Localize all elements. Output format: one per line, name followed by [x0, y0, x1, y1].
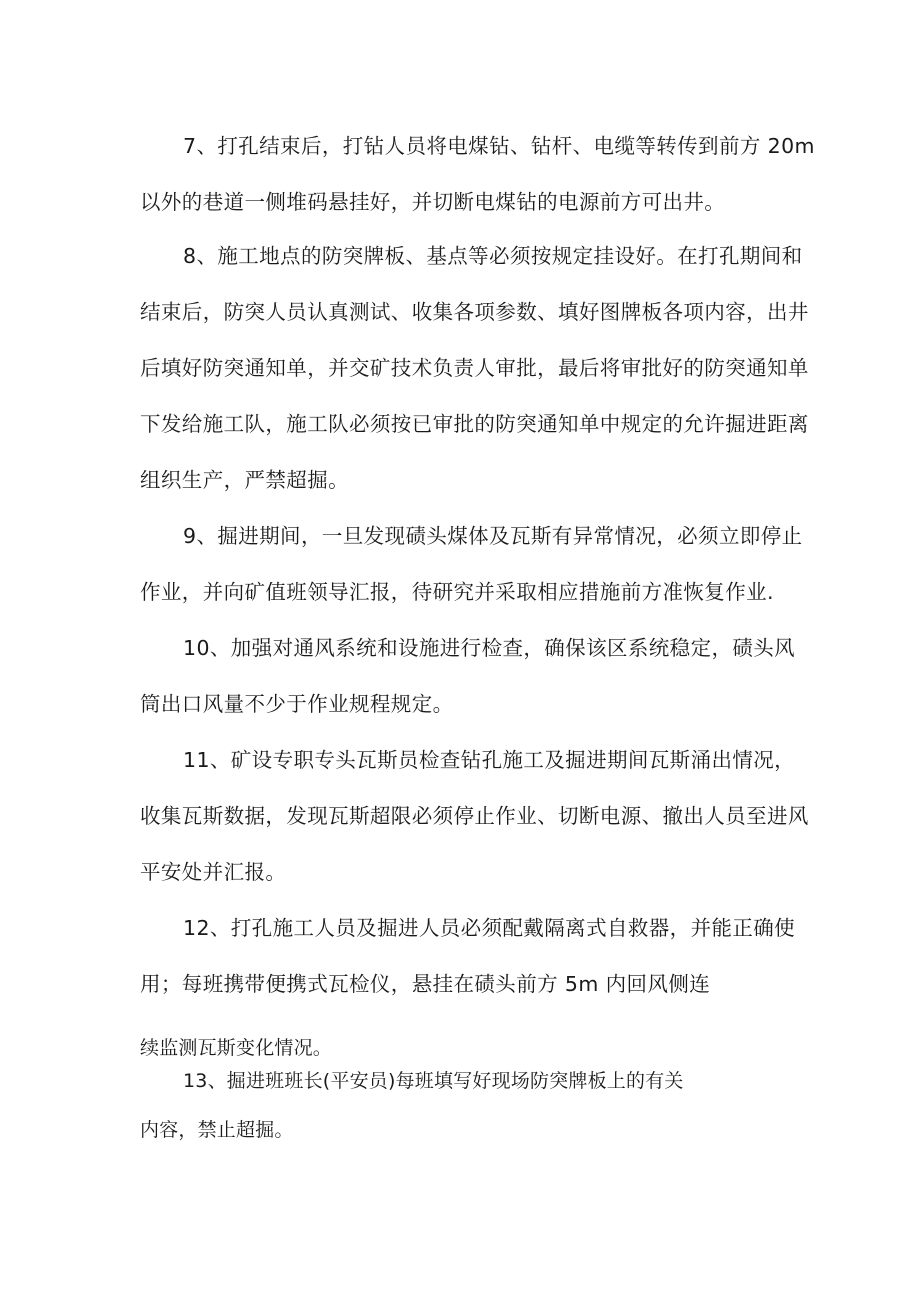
paragraph-13-line-2: 内容，禁止超掘。	[140, 1119, 294, 1141]
paragraph-9-line-1: 9、掘进期间，一旦发现碛头煤体及瓦斯有异常情况，必须立即停止	[183, 524, 803, 548]
paragraph-11-line-3: 平安处并汇报。	[140, 860, 287, 884]
paragraph-11-line-2: 收集瓦斯数据，发现瓦斯超限必须停止作业、切断电源、撤出人员至进风	[140, 804, 809, 828]
paragraph-7-line-1: 7、打孔结束后，打钻人员将电煤钻、钻杆、电缆等转传到前方 20m	[183, 134, 815, 158]
paragraph-8-line-3: 后填好防突通知单，并交矿技术负责人审批，最后将审批好的防突通知单	[140, 356, 809, 380]
paragraph-13-line-1: 13、掘进班班长(平安员)每班填写好现场防突牌板上的有关	[183, 1070, 684, 1092]
paragraph-8-line-1: 8、施工地点的防突牌板、基点等必须按规定挂设好。在打孔期间和	[183, 244, 803, 268]
paragraph-8-line-5: 组织生产，严禁超掘。	[140, 468, 349, 492]
paragraph-12-line-3: 续监测瓦斯变化情况。	[140, 1037, 333, 1059]
paragraph-12-line-2: 用；每班携带便携式瓦检仪，悬挂在碛头前方 5m 内回风侧连	[140, 972, 711, 996]
paragraph-12-line-1: 12、打孔施工人员及掘进人员必须配戴隔离式自救器，并能正确使	[183, 916, 796, 940]
paragraph-8-line-2: 结束后，防突人员认真测试、收集各项参数、填好图牌板各项内容，出井	[140, 300, 809, 324]
paragraph-10-line-2: 筒出口风量不少于作业规程规定。	[140, 692, 454, 716]
paragraph-8-line-4: 下发给施工队，施工队必须按已审批的防突通知单中规定的允许掘进距离	[140, 412, 809, 436]
paragraph-11-line-1: 11、矿设专职专头瓦斯员检查钻孔施工及掘进期间瓦斯涌出情况，	[183, 748, 796, 772]
paragraph-9-line-2: 作业，并向矿值班领导汇报，待研究并采取相应措施前方准恢复作业.	[140, 580, 774, 604]
paragraph-7-line-2: 以外的巷道一侧堆码悬挂好，并切断电煤钻的电源前方可出井。	[140, 190, 726, 214]
paragraph-10-line-1: 10、加强对通风系统和设施进行检查，确保该区系统稳定，碛头风	[183, 636, 796, 660]
